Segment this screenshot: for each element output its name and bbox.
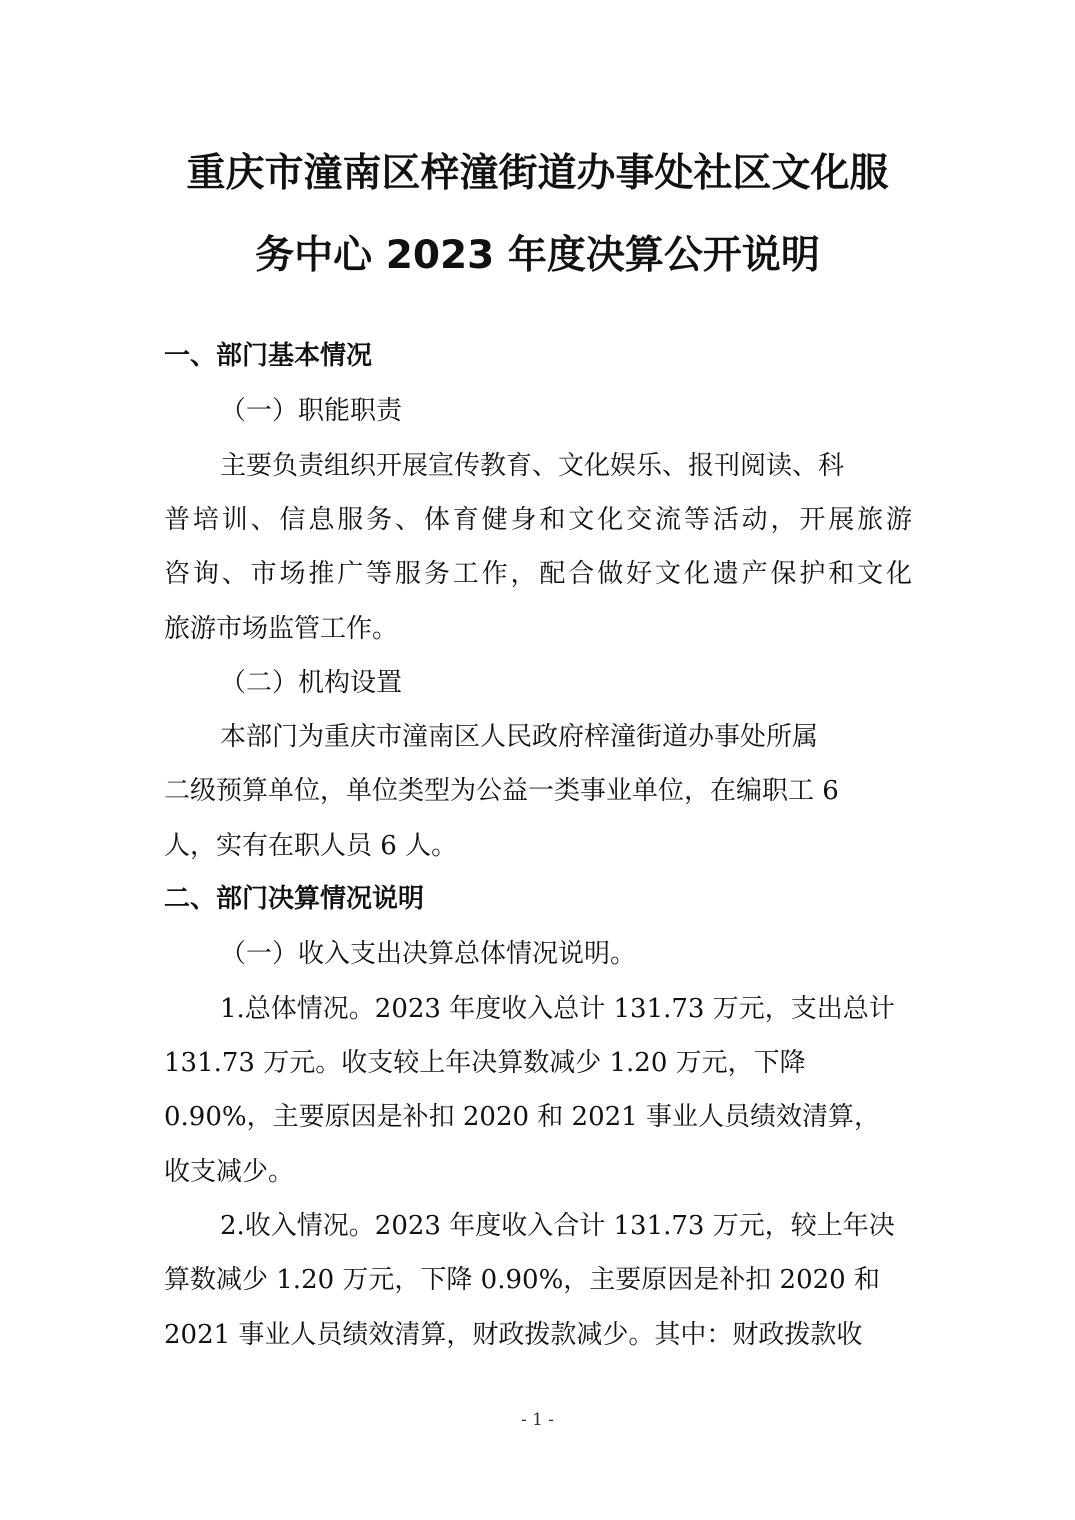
subsection-heading-income-expense: （一）收入支出决算总体情况说明。 (220, 939, 637, 969)
overall-situation-line: 131.73 万元。收支较上年决算数减少 1.20 万元，下降 (164, 1048, 806, 1078)
document-title-line-2: 务中心 2023 年度决算公开说明 (255, 233, 820, 278)
income-situation-line: 算数减少 1.20 万元，下降 0.90%，主要原因是补扣 2020 和 (164, 1265, 880, 1295)
subsection-heading-duties: （一）职能职责 (220, 396, 403, 426)
section-heading-basic-info: 一、部门基本情况 (164, 341, 373, 371)
organization-text-line: 人，实有在职人员 6 人。 (164, 831, 458, 861)
overall-situation-line: 1.总体情况。2023 年度收入总计 131.73 万元，支出总计 (220, 994, 895, 1024)
page-number: - 1 - (520, 1410, 555, 1430)
duties-text-line: 普培训、信息服务、体育健身和文化交流等活动，开展旅游 (164, 505, 912, 535)
duties-text-line: 旅游市场监管工作。 (164, 614, 399, 644)
section-heading-final-accounts: 二、部门决算情况说明 (164, 884, 425, 914)
income-situation-line: 2021 事业人员绩效清算，财政拨款减少。其中：财政拨款收 (164, 1320, 863, 1350)
document-title-line-1: 重庆市潼南区梓潼街道办事处社区文化服 (186, 151, 889, 196)
overall-situation-line: 收支减少。 (164, 1157, 295, 1187)
duties-text-line: 主要负责组织开展宣传教育、文化娱乐、报刊阅读、科 (220, 451, 845, 481)
duties-text-line: 咨询、市场推广等服务工作，配合做好文化遗产保护和文化 (164, 559, 912, 589)
organization-text-line: 二级预算单位，单位类型为公益一类事业单位，在编职工 6 (164, 776, 839, 806)
organization-text-line: 本部门为重庆市潼南区人民政府梓潼街道办事处所属 (220, 722, 819, 752)
overall-situation-line: 0.90%，主要原因是补扣 2020 和 2021 事业人员绩效清算， (164, 1102, 880, 1132)
subsection-heading-organization: （二）机构设置 (220, 668, 403, 698)
income-situation-line: 2.收入情况。2023 年度收入合计 131.73 万元，较上年决 (220, 1211, 895, 1241)
